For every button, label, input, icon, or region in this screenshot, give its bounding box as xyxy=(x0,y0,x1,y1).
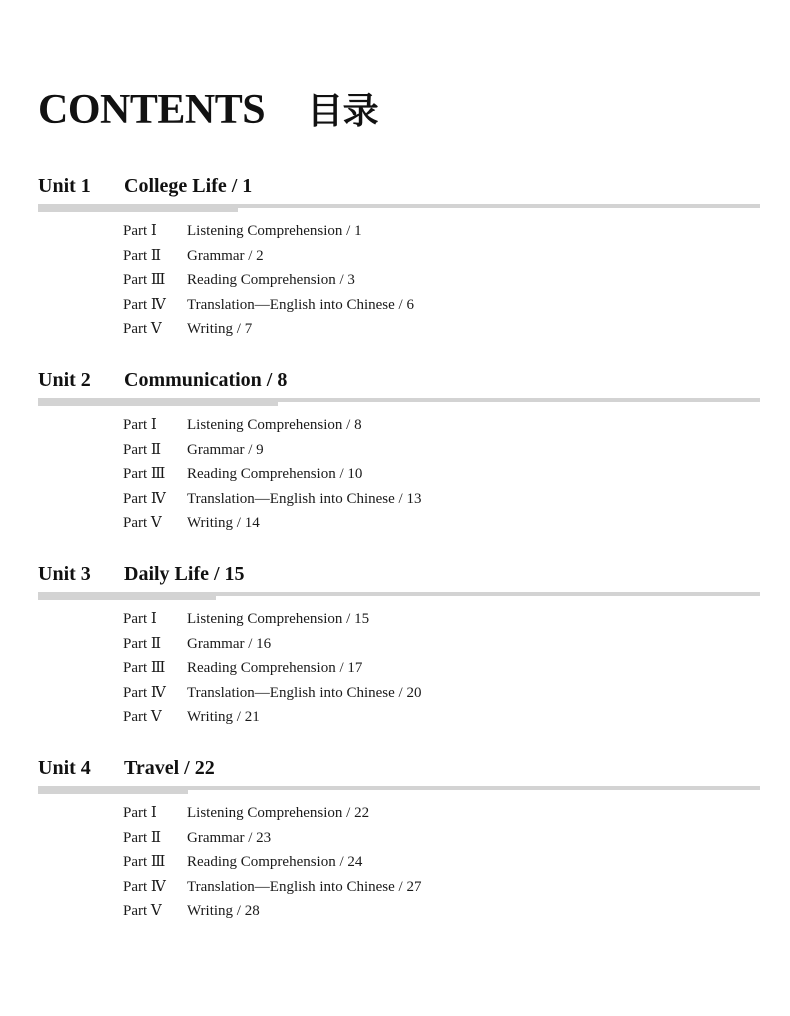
part-label: Part Ⅴ xyxy=(123,709,162,726)
toc-entry[interactable] xyxy=(123,511,421,536)
part-title: Listening Comprehension / 15 xyxy=(187,611,370,627)
toc-entry[interactable] xyxy=(123,632,421,657)
toc-entry[interactable] xyxy=(123,244,414,269)
part-title: Reading Comprehension / 10 xyxy=(187,466,363,483)
part-list xyxy=(123,413,421,536)
part-title: Reading Comprehension / 17 xyxy=(187,660,363,677)
toc-entry[interactable] xyxy=(123,850,421,875)
part-title: Listening Comprehension / 22 xyxy=(187,805,370,821)
part-title: Writing / 7 xyxy=(187,321,253,338)
part-label: Part Ⅱ xyxy=(123,247,162,264)
part-title: Grammar / 9 xyxy=(187,441,264,458)
part-label: Part Ⅱ xyxy=(123,829,162,846)
part-label: Part Ⅱ xyxy=(123,635,162,652)
unit-heading[interactable] xyxy=(38,172,252,200)
part-title: Translation—English into Chinese / 20 xyxy=(187,684,422,701)
part-title: Grammar / 16 xyxy=(187,635,272,652)
part-list xyxy=(123,219,414,342)
toc-entry[interactable] xyxy=(123,826,421,851)
part-label: Part Ⅲ xyxy=(123,660,166,677)
part-title: Translation—English into Chinese / 6 xyxy=(187,296,414,313)
unit-title: College Life / 1 xyxy=(124,175,253,197)
section-divider-accent xyxy=(38,398,278,406)
unit-heading[interactable] xyxy=(38,754,215,782)
unit-number: Unit 2 xyxy=(38,369,91,391)
part-title: Writing / 21 xyxy=(187,709,260,726)
part-title: Writing / 14 xyxy=(187,515,260,532)
part-label: Part Ⅲ xyxy=(123,272,166,289)
unit-title: Daily Life / 15 xyxy=(124,563,245,585)
part-title: Grammar / 2 xyxy=(187,247,264,264)
page-title xyxy=(38,86,378,136)
unit-title: Communication / 8 xyxy=(124,369,288,391)
page-title-zh: 目录 xyxy=(307,91,379,132)
toc-entry[interactable] xyxy=(123,899,421,924)
part-label: Part Ⅱ xyxy=(123,441,162,458)
toc-entry[interactable] xyxy=(123,268,414,293)
part-label: Part Ⅳ xyxy=(123,296,166,313)
part-label: Part Ⅲ xyxy=(123,854,166,871)
part-label: Part Ⅲ xyxy=(123,466,166,483)
toc-entry[interactable] xyxy=(123,413,421,438)
toc-entry[interactable] xyxy=(123,317,414,342)
part-list xyxy=(123,801,421,924)
toc-entry[interactable] xyxy=(123,656,421,681)
section-divider-accent xyxy=(38,592,216,600)
toc-entry[interactable] xyxy=(123,801,421,826)
unit-number: Unit 4 xyxy=(38,757,91,779)
unit-title: Travel / 22 xyxy=(124,757,215,779)
part-label: Part Ⅰ xyxy=(123,611,157,627)
part-title: Listening Comprehension / 1 xyxy=(187,223,362,239)
part-title: Reading Comprehension / 24 xyxy=(187,854,363,871)
part-title: Translation—English into Chinese / 27 xyxy=(187,878,422,895)
section-divider-accent xyxy=(38,786,188,794)
part-label: Part Ⅰ xyxy=(123,805,157,821)
part-label: Part Ⅴ xyxy=(123,515,162,532)
part-title: Writing / 28 xyxy=(187,903,260,920)
toc-entry[interactable] xyxy=(123,705,421,730)
part-title: Reading Comprehension / 3 xyxy=(187,272,355,289)
part-title: Grammar / 23 xyxy=(187,829,272,846)
part-label: Part Ⅳ xyxy=(123,878,166,895)
part-label: Part Ⅰ xyxy=(123,417,157,433)
toc-entry[interactable] xyxy=(123,681,421,706)
toc-entry[interactable] xyxy=(123,462,421,487)
toc-entry[interactable] xyxy=(123,293,414,318)
part-label: Part Ⅳ xyxy=(123,684,166,701)
unit-number: Unit 3 xyxy=(38,563,91,585)
part-label: Part Ⅳ xyxy=(123,490,166,507)
unit-heading[interactable] xyxy=(38,366,287,394)
section-divider-accent xyxy=(38,204,238,212)
part-label: Part Ⅴ xyxy=(123,903,162,920)
toc-entry[interactable] xyxy=(123,438,421,463)
toc-entry[interactable] xyxy=(123,875,421,900)
part-title: Translation—English into Chinese / 13 xyxy=(187,490,422,507)
part-label: Part Ⅰ xyxy=(123,223,157,239)
part-title: Listening Comprehension / 8 xyxy=(187,417,362,433)
toc-entry[interactable] xyxy=(123,487,421,512)
page-title-en: CONTENTS xyxy=(38,87,266,133)
unit-number: Unit 1 xyxy=(38,175,91,197)
toc-entry[interactable] xyxy=(123,219,414,244)
part-list xyxy=(123,607,421,730)
unit-heading[interactable] xyxy=(38,560,245,588)
part-label: Part Ⅴ xyxy=(123,321,162,338)
toc-entry[interactable] xyxy=(123,607,421,632)
